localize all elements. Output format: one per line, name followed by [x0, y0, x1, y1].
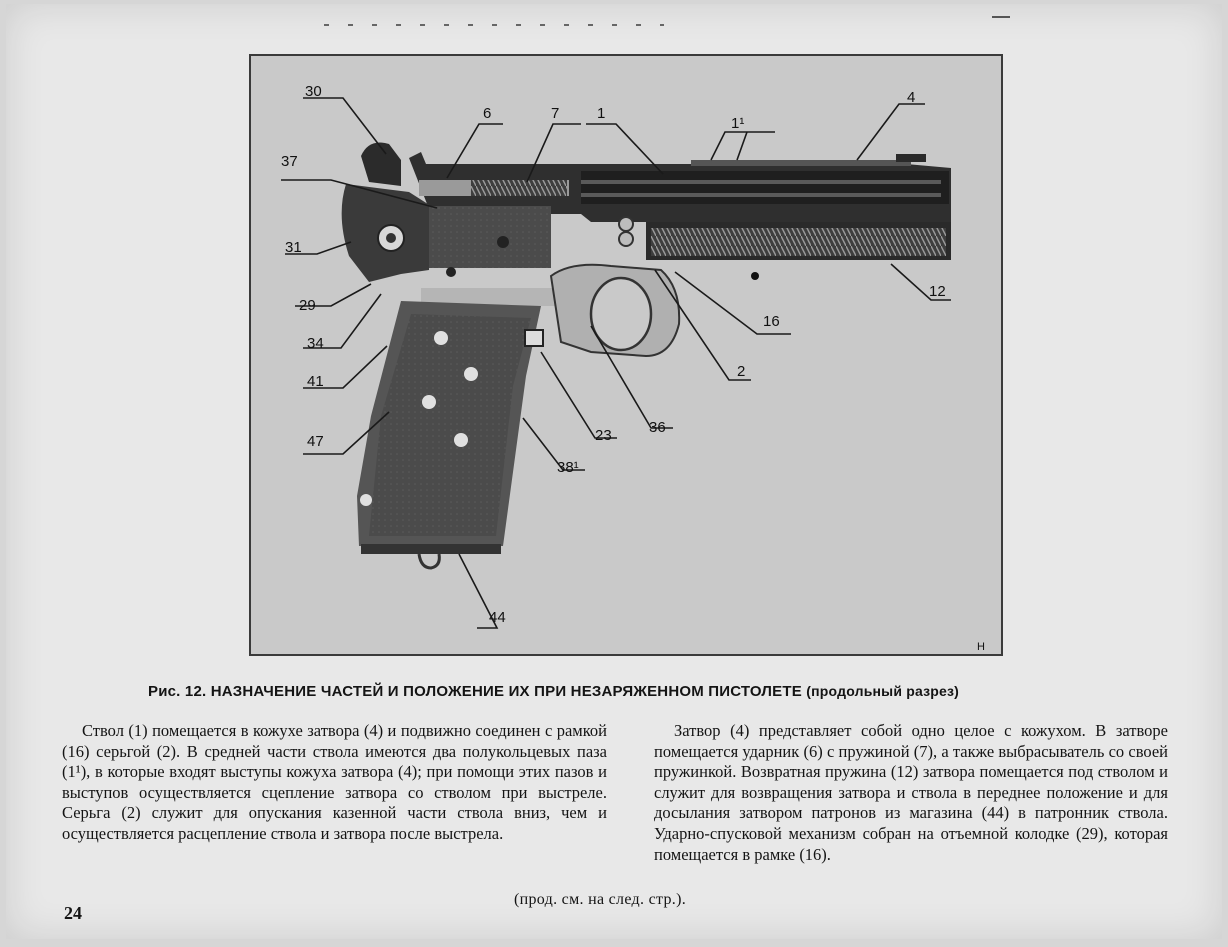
label-30: 30	[305, 83, 322, 100]
recoil-spring	[651, 228, 946, 256]
label-7: 7	[551, 105, 560, 122]
page-number: 24	[64, 903, 82, 923]
label-1: 1	[597, 105, 606, 122]
label-29: 29	[299, 297, 316, 314]
label-4: 4	[907, 89, 916, 106]
continued-note: (прод. см. на след. стр.).	[514, 891, 686, 908]
hammer	[361, 143, 401, 187]
label-34: 34	[307, 335, 324, 352]
label-31: 31	[285, 239, 302, 256]
caption-sub: (продольный разрез)	[806, 683, 960, 699]
pistol-drawing	[251, 56, 1001, 654]
figure-caption	[148, 683, 1128, 700]
label-16: 16	[763, 313, 780, 330]
top-dotted-line	[324, 24, 664, 26]
caption-main: Рис. 12. НАЗНАЧЕНИЕ ЧАСТЕЙ И ПОЛОЖЕНИЕ ИХ ПРИ НЕЗАРЯЖЕННОМ ПИСТОЛЕТЕ	[148, 683, 802, 700]
label-23: 23	[595, 427, 612, 444]
top-dash	[992, 16, 1010, 18]
label-6: 6	[483, 105, 492, 122]
paragraph-barrel: Ствол (1) помещается в кожухе затвора (4) и подвижно соединен с рамкой (16) серьгой (2). В средней части ствола имеются два полукольцевых паза (1¹), в которые входят выступы кожуха затвора (4); при помощи этих пазов и выступов осуществляется сцепление затвора со стволом при выстреле. Серьга (2) служит для опускания казенной части ствола вниз, чем и осуществляется расцепление ствола и затвора после выстрела.	[62, 721, 607, 843]
text-column-right	[654, 721, 1168, 865]
label-38-prime: 38¹	[557, 459, 579, 476]
label-12: 12	[929, 283, 946, 300]
label-47: 47	[307, 433, 324, 450]
paragraph-slide: Затвор (4) представляет собой одно целое с кожухом. В затворе помещается ударник (6) с пружиной (7), а также выбрасыватель со своей пружинкой. Возвратная пружина (12) затвора помещается под стволом и служит для возвращения затвора и ствола в переднее положение и для досылания затвором патронов из магазина (44) в патронник ствола. Ударно-спусковой механизм собран на отъемной колодке (29), которая помещается в рамке (16).	[654, 721, 1168, 864]
label-36: 36	[649, 419, 666, 436]
label-h: H	[977, 641, 985, 653]
label-41: 41	[307, 373, 324, 390]
text-column-left	[62, 721, 607, 845]
pistol-cutaway-figure	[249, 54, 1003, 656]
firing-pin-spring	[471, 180, 567, 196]
label-37: 37	[281, 153, 298, 170]
label-44: 44	[489, 609, 506, 626]
label-1-prime: 1¹	[731, 115, 745, 132]
label-2: 2	[737, 363, 746, 380]
book-page	[6, 4, 1222, 939]
